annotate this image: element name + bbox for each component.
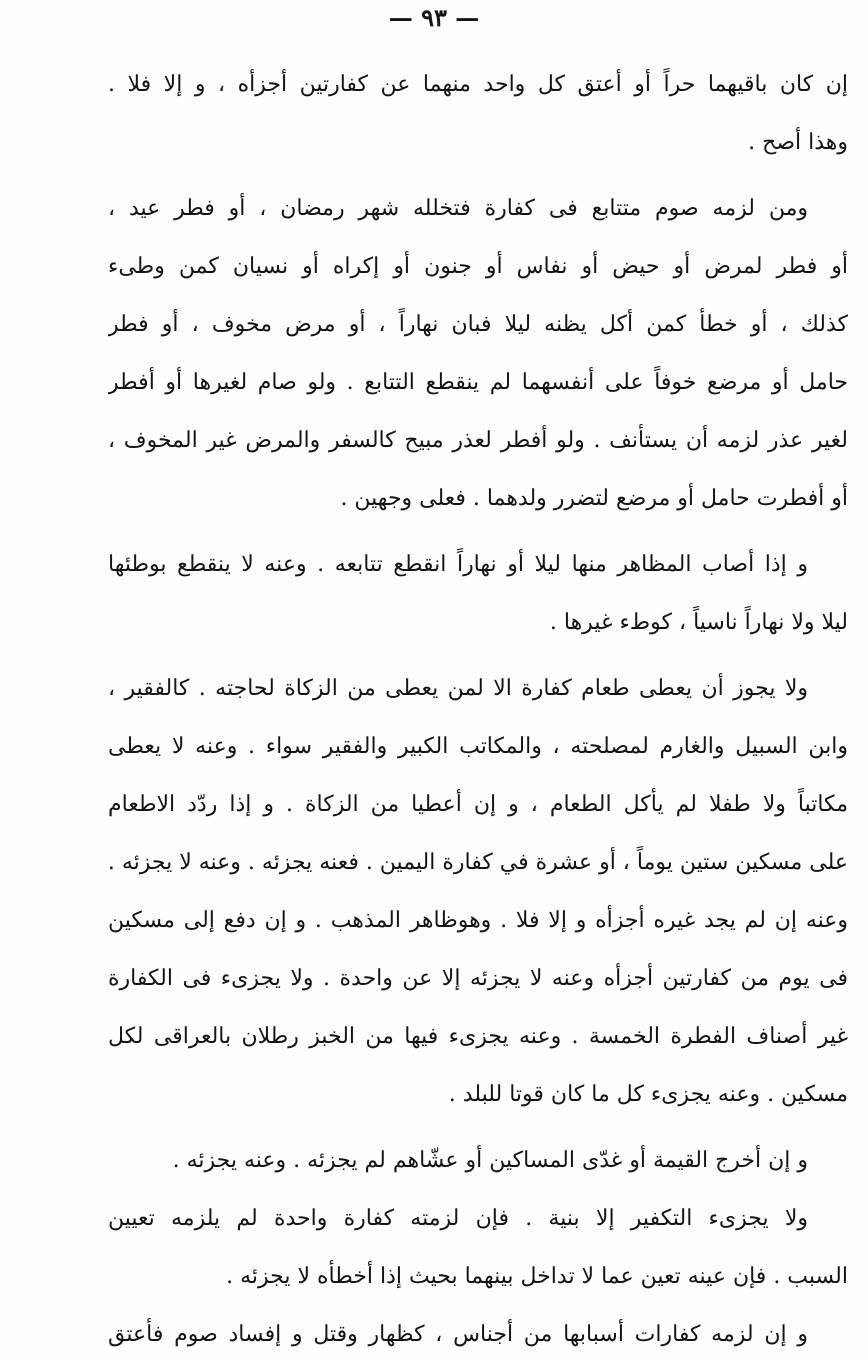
- text-line: أو أفطرت حامل أو مرضع لتضرر ولدهما . فعلى وجهين .: [340, 486, 848, 511]
- text-line: على مسكين ستين يوماً ، أو عشرة في كفارة اليمين . فعنه يجزئه . وعنه لا يجزئه .: [108, 850, 848, 875]
- text-line: ولا يجزىء التكفير إلا بنية . فإن لزمته كفارة واحدة لم يلزمه تعيين: [108, 1206, 808, 1231]
- paragraph: [108, 180, 848, 528]
- paragraph: [108, 56, 848, 172]
- text-line: ليلا ولا نهاراً ناسياً ، كوطء غيرها .: [549, 610, 848, 635]
- text-line: مسكين . وعنه يجزىء كل ما كان قوتا للبلد .: [448, 1082, 848, 1107]
- text-line: مكاتباً ولا طفلا لم يأكل الطعام ، و إن أعطيا من الزكاة . و إذا ردّد الاطعام: [108, 792, 848, 817]
- paragraph: [108, 1306, 848, 1364]
- text-line: فى يوم من كفارتين أجزأه وعنه لا يجزئه إلا عن واحدة . ولا يجزىء فى الكفارة: [108, 966, 848, 991]
- text-line: و إن أخرج القيمة أو غدّى المساكين أو عشّاهم لم يجزئه . وعنه يجزئه .: [172, 1148, 808, 1173]
- paragraph: [108, 1132, 848, 1190]
- text-line: حامل أو مرضع خوفاً على أنفسهما لم ينقطع التتابع . ولو صام لغيرها أو أفطر: [108, 370, 848, 395]
- text-line: و إذا أصاب المظاهر منها ليلا أو نهاراً انقطع تتابعه . وعنه لا ينقطع بوطئها: [108, 552, 808, 577]
- text-line: أو فطر لمرض أو حيض أو نفاس أو جنون أو إكراه أو نسيان كمن وطىء: [108, 254, 848, 279]
- paragraph: [108, 1190, 848, 1306]
- text-line: لغير عذر لزمه أن يستأنف . ولو أفطر لعذر مبيح كالسفر والمرض غير المخوف ،: [108, 428, 848, 453]
- page-number: — ٩٣ —: [388, 3, 480, 32]
- paragraph: [108, 660, 848, 1124]
- text-line: وهذا أصح .: [748, 130, 848, 155]
- text-line: إن كان باقيهما حراً أو أعتق كل واحد منهما عن كفارتين أجزأه ، و إلا فلا .: [108, 72, 848, 97]
- text-line: كذلك ، أو خطأ كمن أكل يظنه ليلا فبان نهاراً ، أو مرض مخوف ، أو فطر: [108, 312, 848, 337]
- text-line: ولا يجوز أن يعطى طعام كفارة الا لمن يعطى من الزكاة لحاجته . كالفقير ،: [108, 676, 808, 701]
- text-line: ومن لزمه صوم متتابع فى كفارة فتخلله شهر رمضان ، أو فطر عيد ،: [108, 196, 808, 221]
- page-body: [108, 56, 848, 1364]
- text-line: وابن السبيل والغارم لمصلحته ، والمكاتب الكبير والفقير سواء . وعنه لا يعطى: [108, 734, 848, 759]
- text-line: وعنه إن لم يجد غيره أجزأه و إلا فلا . وهوظاهر المذهب . و إن دفع إلى مسكين: [108, 908, 848, 933]
- text-line: السبب . فإن عينه تعين عما لا تداخل بينهما بحيث إذا أخطأه لا يجزئه .: [226, 1264, 848, 1289]
- text-line: غير أصناف الفطرة الخمسة . وعنه يجزىء فيها من الخبز رطلان بالعراقى لكل: [108, 1024, 848, 1049]
- text-line: و إن لزمه كفارات أسبابها من أجناس ، كظهار وقتل و إفساد صوم فأعتق: [108, 1322, 808, 1347]
- paragraph: [108, 536, 848, 652]
